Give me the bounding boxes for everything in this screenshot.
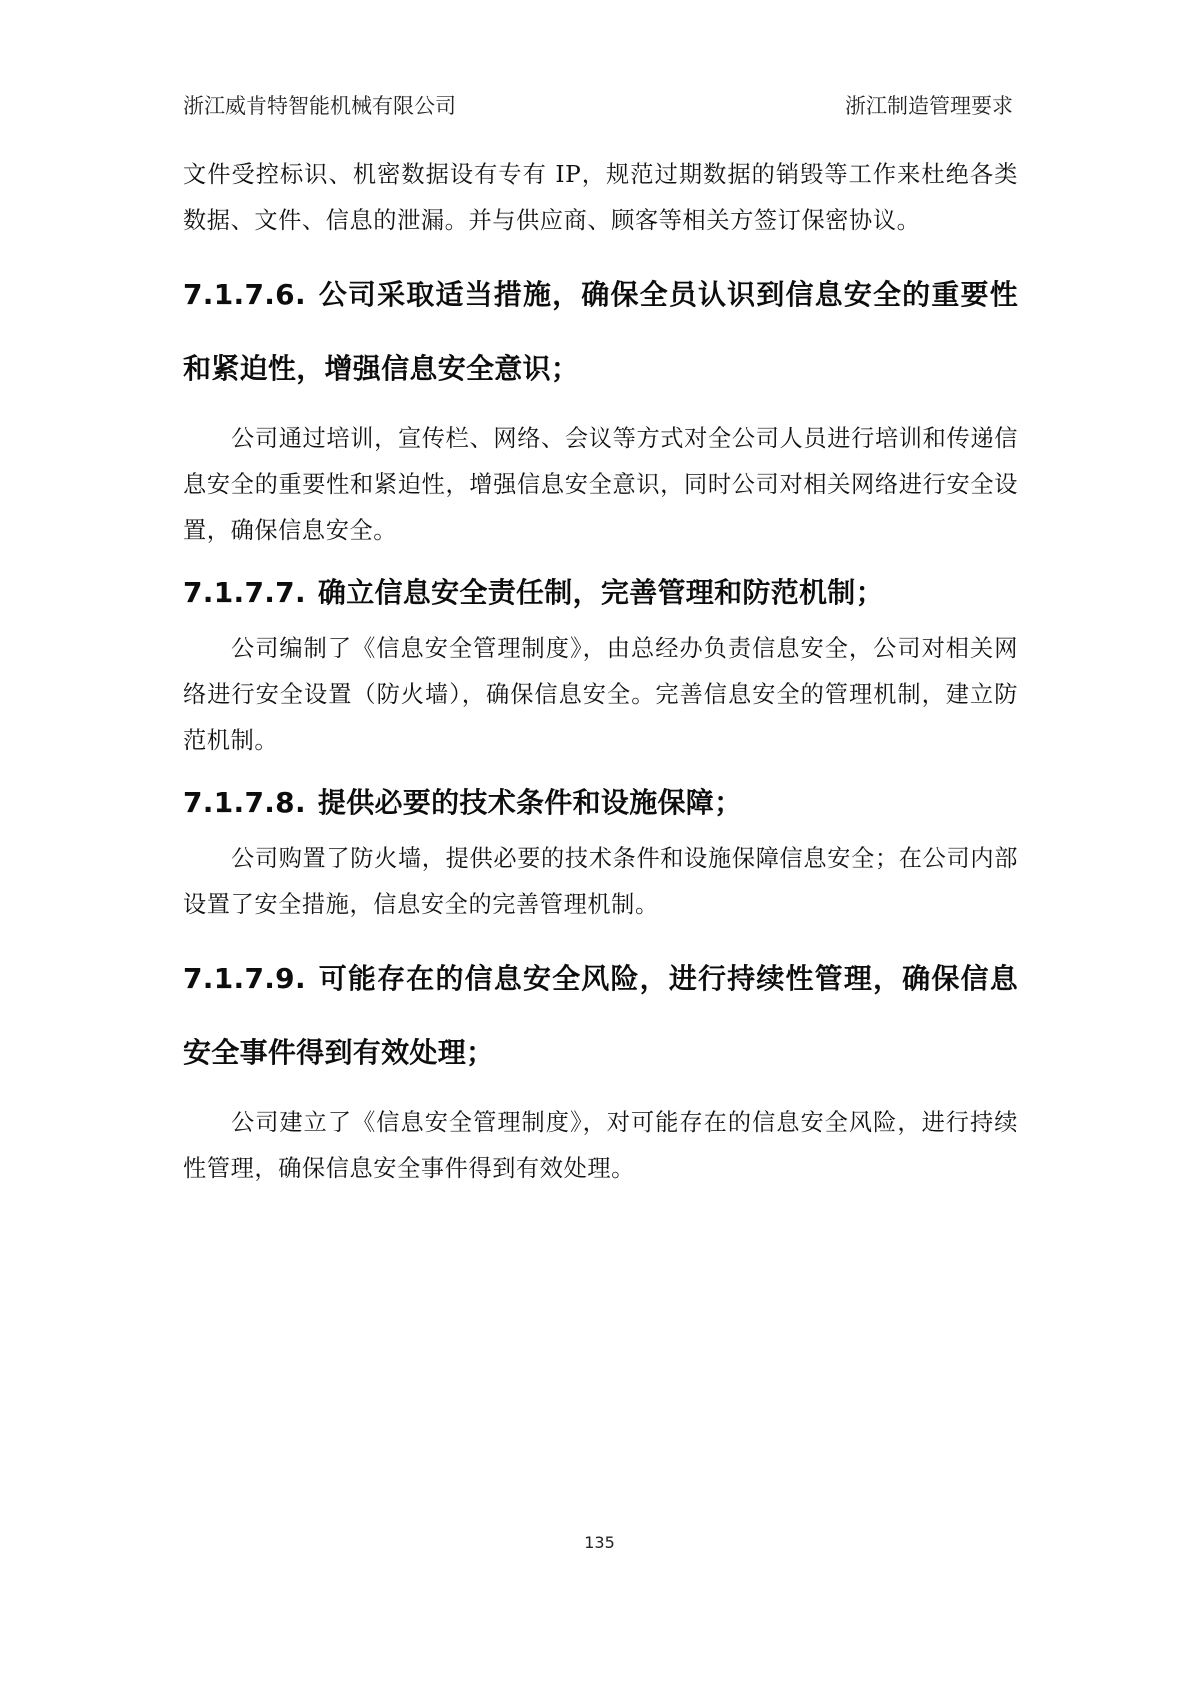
section-title: 公司采取适当措施，确保全员认识到信息安全的重要性和紧迫性，增强信息安全意识； xyxy=(183,278,1018,385)
body-paragraph: 公司通过培训，宣传栏、网络、会议等方式对全公司人员进行培训和传递信息安全的重要性和紧迫性，增强信息安全意识，同时公司对相关网络进行安全设置，确保信息安全。 xyxy=(183,425,1018,544)
body-paragraph: 公司编制了《信息安全管理制度》，由总经办负责信息安全，公司对相关网络进行安全设置（防火墙），确保信息安全。完善信息安全的管理机制，建立防范机制。 xyxy=(183,635,1018,754)
section-heading-7-1-7-9 xyxy=(183,942,1018,1090)
body-paragraph: 公司购置了防火墙，提供必要的技术条件和设施保障信息安全；在公司内部设置了安全措施，信息安全的完善管理机制。 xyxy=(183,845,1018,918)
header-document-title: 浙江制造管理要求 xyxy=(845,94,1013,118)
page-number: 135 xyxy=(584,1533,615,1552)
header-company-name: 浙江威肯特智能机械有限公司 xyxy=(183,94,456,118)
body-paragraph-continued: 文件受控标识、机密数据设有专有 IP，规范过期数据的销毁等工作来杜绝各类数据、文件、信息的泄漏。并与供应商、顾客等相关方签订保密协议。 xyxy=(183,161,1018,234)
section-number: 7.1.7.6. xyxy=(183,278,306,311)
page-body xyxy=(183,152,1018,1192)
section-title: 可能存在的信息安全风险，进行持续性管理，确保信息安全事件得到有效处理； xyxy=(183,962,1018,1069)
section-heading-7-1-7-6 xyxy=(183,258,1018,406)
section-number: 7.1.7.7. xyxy=(183,576,306,609)
section-heading-7-1-7-8 xyxy=(183,780,1018,826)
section-title: 提供必要的技术条件和设施保障； xyxy=(317,786,743,819)
section-number: 7.1.7.8. xyxy=(183,786,306,819)
section-number: 7.1.7.9. xyxy=(183,962,306,995)
section-heading-7-1-7-7 xyxy=(183,570,1018,616)
page-header xyxy=(183,84,1016,120)
body-paragraph: 公司建立了《信息安全管理制度》，对可能存在的信息安全风险，进行持续性管理，确保信息安全事件得到有效处理。 xyxy=(183,1109,1018,1182)
section-title: 确立信息安全责任制，完善管理和防范机制； xyxy=(317,576,884,609)
